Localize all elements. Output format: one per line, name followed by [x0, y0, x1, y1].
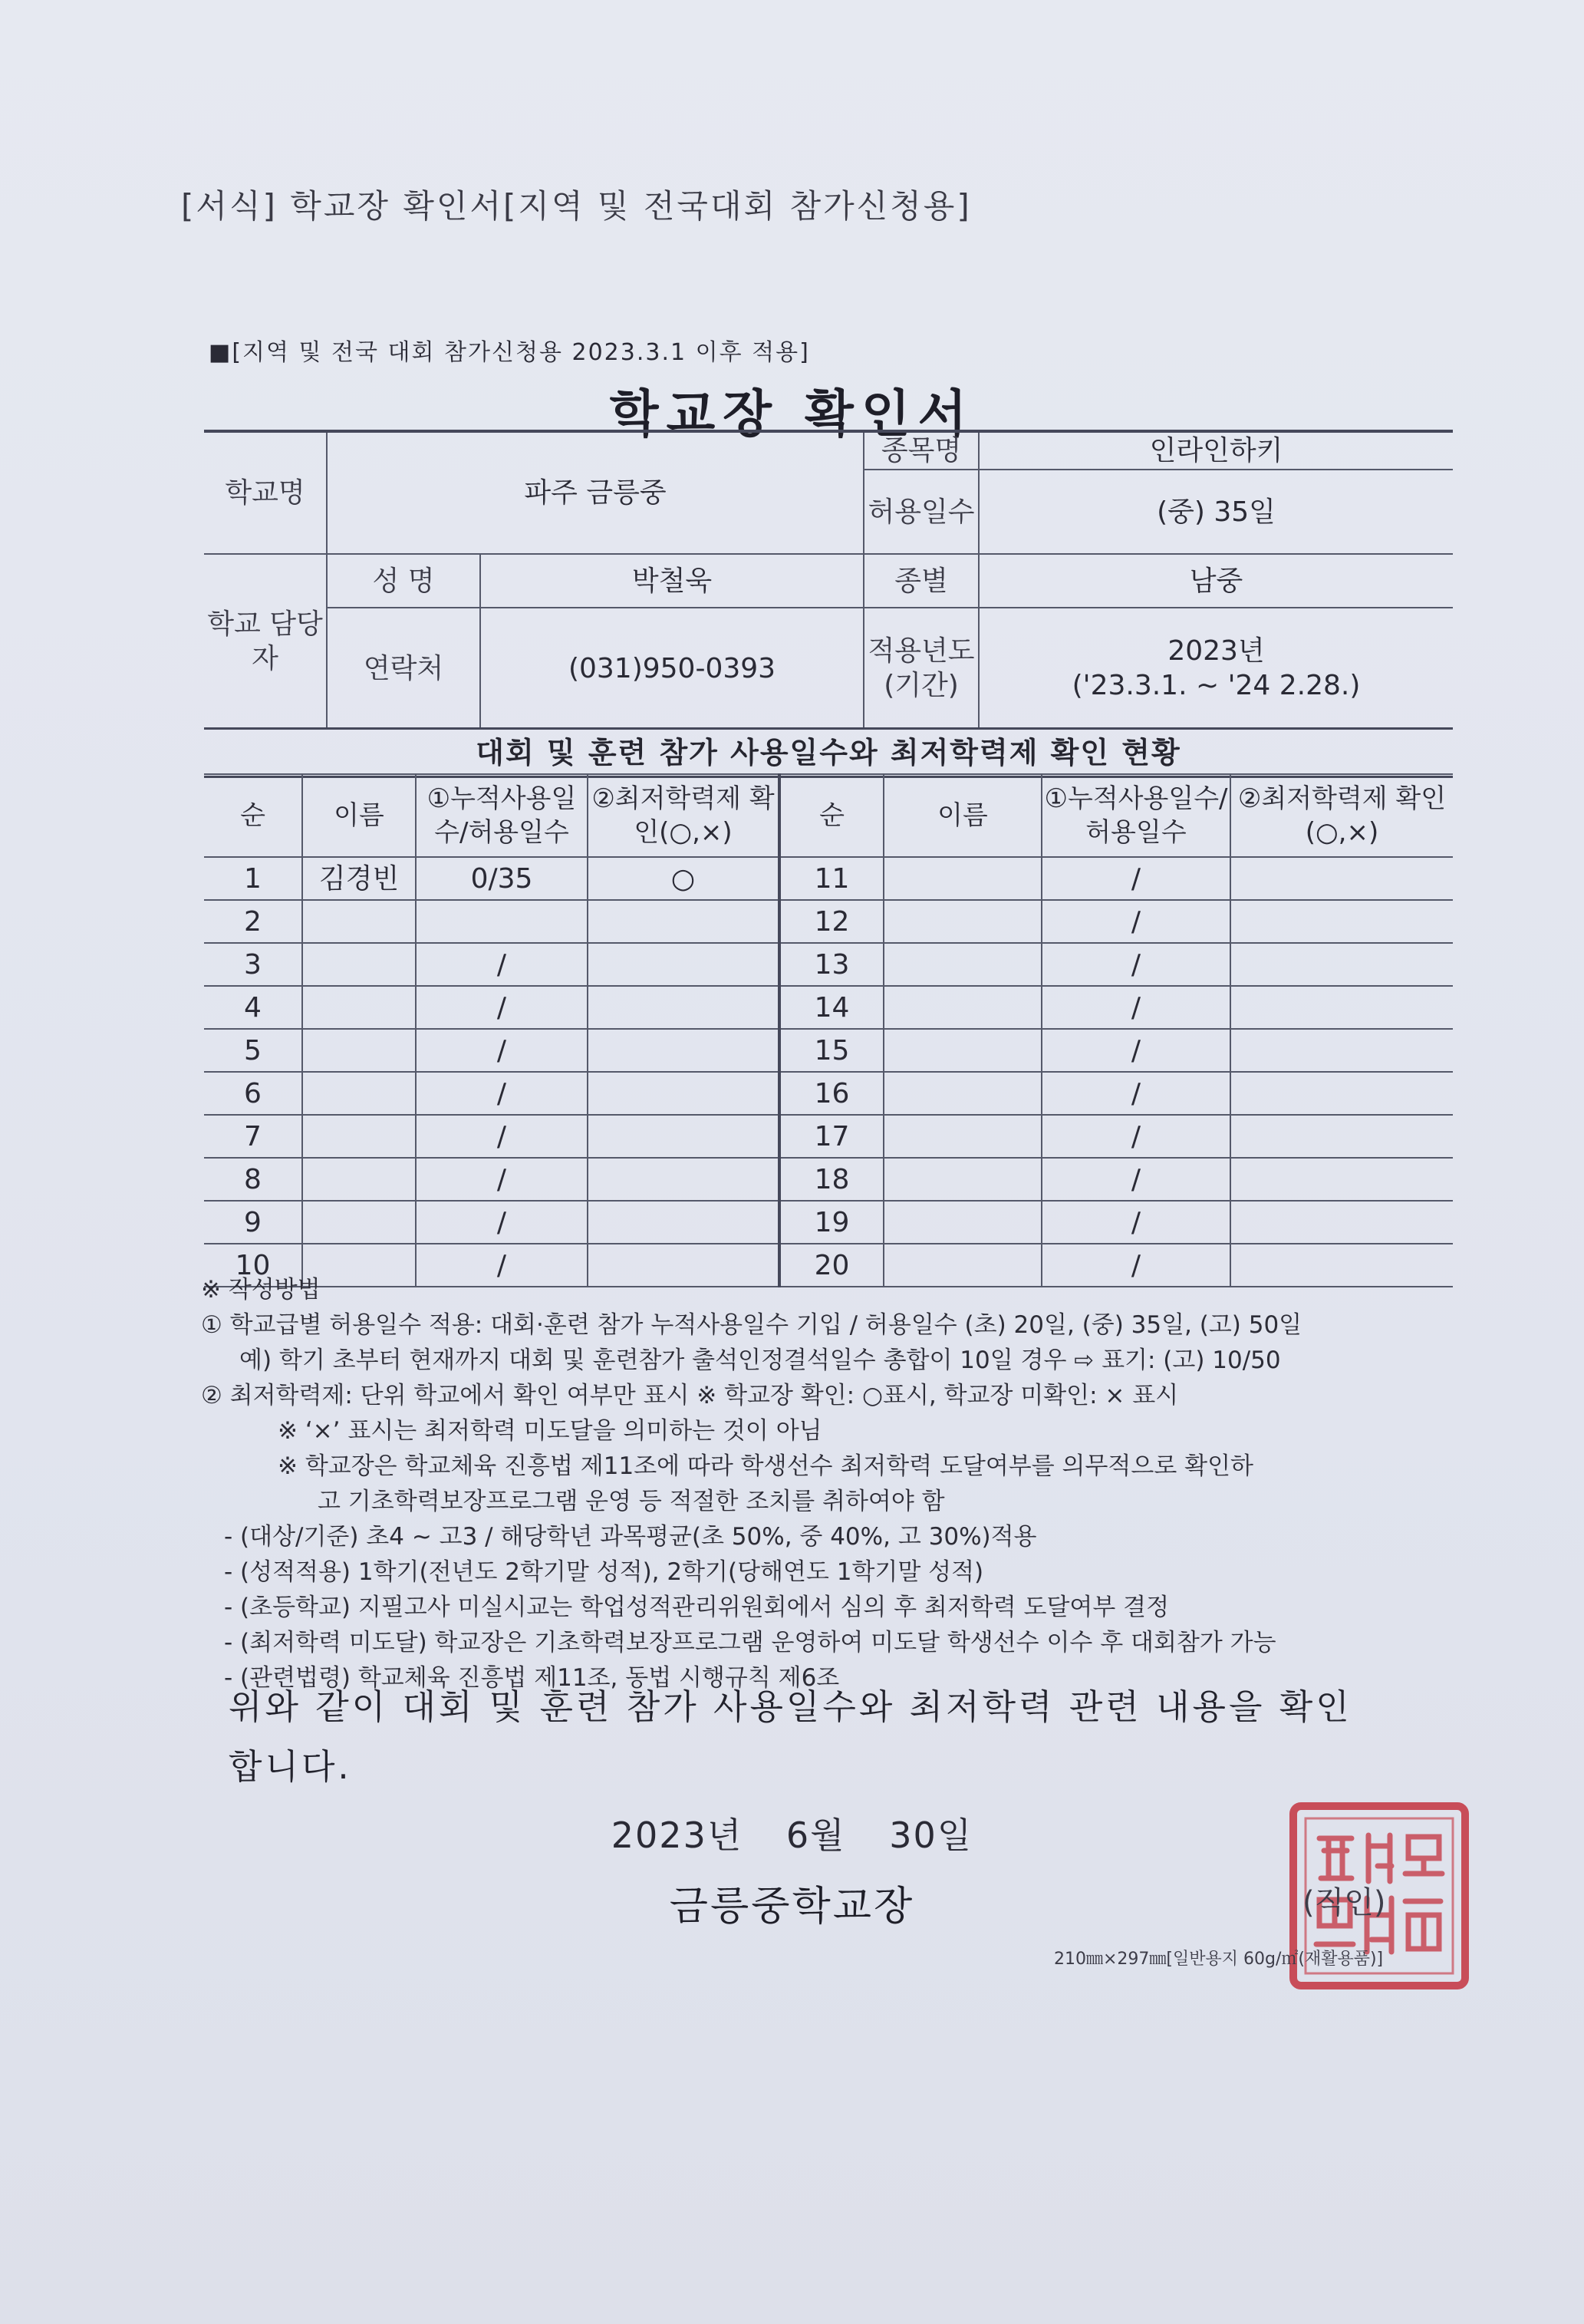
cell-usage-right: /	[1042, 1201, 1230, 1244]
cell-name-right	[884, 1115, 1042, 1158]
cell-min-academic-right	[1230, 943, 1453, 986]
cell-name-right	[884, 857, 1042, 900]
note-1-example: 예) 학기 초부터 현재까지 대회 및 훈련참가 출석인정결석일수 총합이 10일 경우 ⇨ 표기: (고) 10/50	[239, 1347, 1281, 1374]
cell-no-right: 12	[779, 900, 884, 943]
cell-name-right	[884, 1029, 1042, 1072]
cell-min-academic	[588, 1201, 779, 1244]
confirmation-line-1: 위와 같이 대회 및 훈련 참가 사용일수와 최저학력 관련 내용을 확인	[229, 1686, 1352, 1727]
cell-min-academic-right	[1230, 857, 1453, 900]
school-info-table	[204, 430, 1453, 730]
roster-row	[204, 1201, 1453, 1244]
note-dash-4: - (최저학력 미도달) 학교장은 기초학력보장프로그램 운영하여 미도달 학생선수 이수 후 대회참가 가능	[224, 1629, 1276, 1656]
roster-row	[204, 900, 1453, 943]
cell-no: 9	[204, 1201, 302, 1244]
cell-usage-right: /	[1042, 943, 1230, 986]
confirmation-line-2: 합니다.	[229, 1746, 352, 1787]
cell-name-right	[884, 943, 1042, 986]
cell-name	[302, 986, 416, 1029]
col-name-right: 이름	[884, 774, 1042, 857]
allowed-days-label: 허용일수	[864, 470, 979, 554]
issuer-name: 금릉중학교장	[669, 1884, 915, 1930]
cell-usage-right: /	[1042, 1115, 1230, 1158]
confirmation-statement	[229, 1677, 1456, 1797]
cell-usage-right: /	[1042, 1158, 1230, 1201]
name-value: 박철욱	[480, 554, 864, 608]
status-title: 대회 및 훈련 참가 사용일수와 최저학력제 확인 현황	[204, 727, 1453, 778]
cell-no-right: 18	[779, 1158, 884, 1201]
cell-usage	[416, 900, 588, 943]
page-title: 학교장 확인서	[609, 384, 975, 443]
col-no: 순	[204, 774, 302, 857]
category-label: 종별	[864, 554, 979, 608]
roster-row	[204, 1158, 1453, 1201]
cell-min-academic	[588, 900, 779, 943]
col-min-academic: ②최저학력제 확인(○,×)	[588, 774, 779, 857]
cell-no: 6	[204, 1072, 302, 1115]
cell-usage-right: /	[1042, 900, 1230, 943]
cell-no-right: 11	[779, 857, 884, 900]
seal-label: (직인)	[1302, 1885, 1386, 1920]
note-dash-5: - (관련법령) 학교체육 진흥법 제11조, 동법 시행규칙 제6조	[224, 1664, 840, 1692]
apply-year-cell	[979, 608, 1453, 729]
notes-heading: ※ 작성방법	[201, 1276, 321, 1304]
allowed-days-value: (중) 35일	[979, 470, 1453, 554]
cell-name	[302, 1201, 416, 1244]
col-usage-right: ①누적사용일수/허용일수	[1042, 774, 1230, 857]
cell-min-academic	[588, 1158, 779, 1201]
cell-min-academic-right	[1230, 1029, 1453, 1072]
note-2-b-cont: 고 기초학력보장프로그램 운영 등 적절한 조치를 취하여야 함	[318, 1488, 945, 1515]
cell-usage: /	[416, 1158, 588, 1201]
cell-name-right	[884, 1158, 1042, 1201]
note-2-a: ※ ‘×’ 표시는 최저학력 미도달을 의미하는 것이 아님	[278, 1417, 822, 1445]
contact-value: (031)950-0393	[480, 608, 864, 729]
roster-table	[204, 773, 1453, 1287]
roster-row	[204, 1072, 1453, 1115]
roster-row	[204, 1115, 1453, 1158]
manager-label: 학교 담당자	[204, 554, 327, 729]
name-label: 성 명	[327, 554, 480, 608]
cell-min-academic	[588, 986, 779, 1029]
roster-header-row	[204, 774, 1453, 857]
cell-no: 1	[204, 857, 302, 900]
cell-min-academic: ○	[588, 857, 779, 900]
roster-row	[204, 1029, 1453, 1072]
roster-row	[204, 943, 1453, 986]
cell-min-academic-right	[1230, 1072, 1453, 1115]
roster-row	[204, 857, 1453, 900]
writing-guide	[201, 1272, 1459, 1696]
event-value: 인라인하키	[979, 431, 1453, 470]
cell-no-right: 19	[779, 1201, 884, 1244]
cell-usage: /	[416, 1244, 588, 1287]
note-2: ② 최저학력제: 단위 학교에서 확인 여부만 표시 ※ 학교장 확인: ○표시, 학교장 미확인: × 표시	[201, 1382, 1179, 1409]
cell-name-right	[884, 1072, 1042, 1115]
cell-min-academic-right	[1230, 1115, 1453, 1158]
cell-usage: /	[416, 943, 588, 986]
cell-name: 김경빈	[302, 857, 416, 900]
date-month: 6월	[785, 1815, 846, 1856]
cell-min-academic	[588, 1115, 779, 1158]
roster-body	[204, 774, 1453, 1287]
school-label: 학교명	[204, 431, 327, 554]
cell-name	[302, 1029, 416, 1072]
cell-name-right	[884, 986, 1042, 1029]
cell-min-academic	[588, 1072, 779, 1115]
cell-no: 2	[204, 900, 302, 943]
sub-notice: ■[지역 및 전국 대회 참가신청용 2023.3.1 이후 적용]	[209, 339, 810, 366]
cell-min-academic	[588, 943, 779, 986]
cell-name	[302, 943, 416, 986]
cell-no-right: 15	[779, 1029, 884, 1072]
apply-year-value: 2023년	[1167, 635, 1265, 667]
apply-period: ('23.3.1. ~ '24 2.28.)	[1072, 670, 1361, 701]
cell-no: 3	[204, 943, 302, 986]
note-dash-3: - (초등학교) 지필고사 미실시교는 학업성적관리위원회에서 심의 후 최저학력 도달여부 결정	[224, 1594, 1170, 1621]
cell-no-right: 17	[779, 1115, 884, 1158]
note-1: ① 학교급별 허용일수 적용: 대회·훈련 참가 누적사용일수 기입 / 허용일수 (초) 20일, (중) 35일, (고) 50일	[201, 1311, 1302, 1339]
cell-no-right: 16	[779, 1072, 884, 1115]
school-value: 파주 금릉중	[327, 431, 864, 554]
cell-no: 5	[204, 1029, 302, 1072]
col-min-academic-right: ②최저학력제 확인(○,×)	[1230, 774, 1453, 857]
cell-min-academic-right	[1230, 900, 1453, 943]
cell-name	[302, 1072, 416, 1115]
cell-usage: /	[416, 1072, 588, 1115]
cell-usage: /	[416, 1029, 588, 1072]
cell-usage-right: /	[1042, 1072, 1230, 1115]
note-2-b: ※ 학교장은 학교체육 진흥법 제11조에 따라 학생선수 최저학력 도달여부를 의무적으로 확인하	[278, 1452, 1253, 1480]
cell-min-academic-right	[1230, 1158, 1453, 1201]
date-year: 2023년	[611, 1815, 743, 1856]
cell-no-right: 20	[779, 1244, 884, 1287]
col-name: 이름	[302, 774, 416, 857]
note-dash-2: - (성적적용) 1학기(전년도 2학기말 성적), 2학기(당해연도 1학기말 성적)	[224, 1558, 984, 1586]
cell-min-academic-right	[1230, 986, 1453, 1029]
date-day: 30일	[889, 1815, 973, 1856]
form-header: [서식] 학교장 확인서[지역 및 전국대회 참가신청용]	[181, 187, 972, 225]
cell-usage: /	[416, 1115, 588, 1158]
note-dash-1: - (대상/기준) 초4 ~ 고3 / 해당학년 과목평균(초 50%, 중 40%, 고 30%)적용	[224, 1523, 1037, 1551]
cell-name	[302, 1115, 416, 1158]
event-label: 종목명	[864, 431, 979, 470]
cell-no-right: 13	[779, 943, 884, 986]
cell-usage: /	[416, 986, 588, 1029]
cell-usage-right: /	[1042, 1244, 1230, 1287]
cell-name-right	[884, 1201, 1042, 1244]
cell-usage-right: /	[1042, 986, 1230, 1029]
cell-no: 8	[204, 1158, 302, 1201]
category-value: 남중	[979, 554, 1453, 608]
apply-year-label: 적용년도 (기간)	[864, 608, 979, 729]
cell-no: 10	[204, 1244, 302, 1287]
cell-usage-right: /	[1042, 1029, 1230, 1072]
cell-name	[302, 900, 416, 943]
cell-name-right	[884, 900, 1042, 943]
cell-min-academic	[588, 1029, 779, 1072]
cell-no-right: 14	[779, 986, 884, 1029]
roster-row	[204, 986, 1453, 1029]
paper-spec: 210㎜×297㎜[일반용지 60g/㎡(재활용품)]	[1054, 1950, 1384, 1969]
cell-no: 4	[204, 986, 302, 1029]
cell-usage-right: /	[1042, 857, 1230, 900]
col-usage: ①누적사용일수/허용일수	[416, 774, 588, 857]
cell-usage: /	[416, 1201, 588, 1244]
cell-usage: 0/35	[416, 857, 588, 900]
contact-label: 연락처	[327, 608, 480, 729]
cell-name	[302, 1158, 416, 1201]
col-no-right: 순	[779, 774, 884, 857]
cell-min-academic-right	[1230, 1201, 1453, 1244]
cell-no: 7	[204, 1115, 302, 1158]
